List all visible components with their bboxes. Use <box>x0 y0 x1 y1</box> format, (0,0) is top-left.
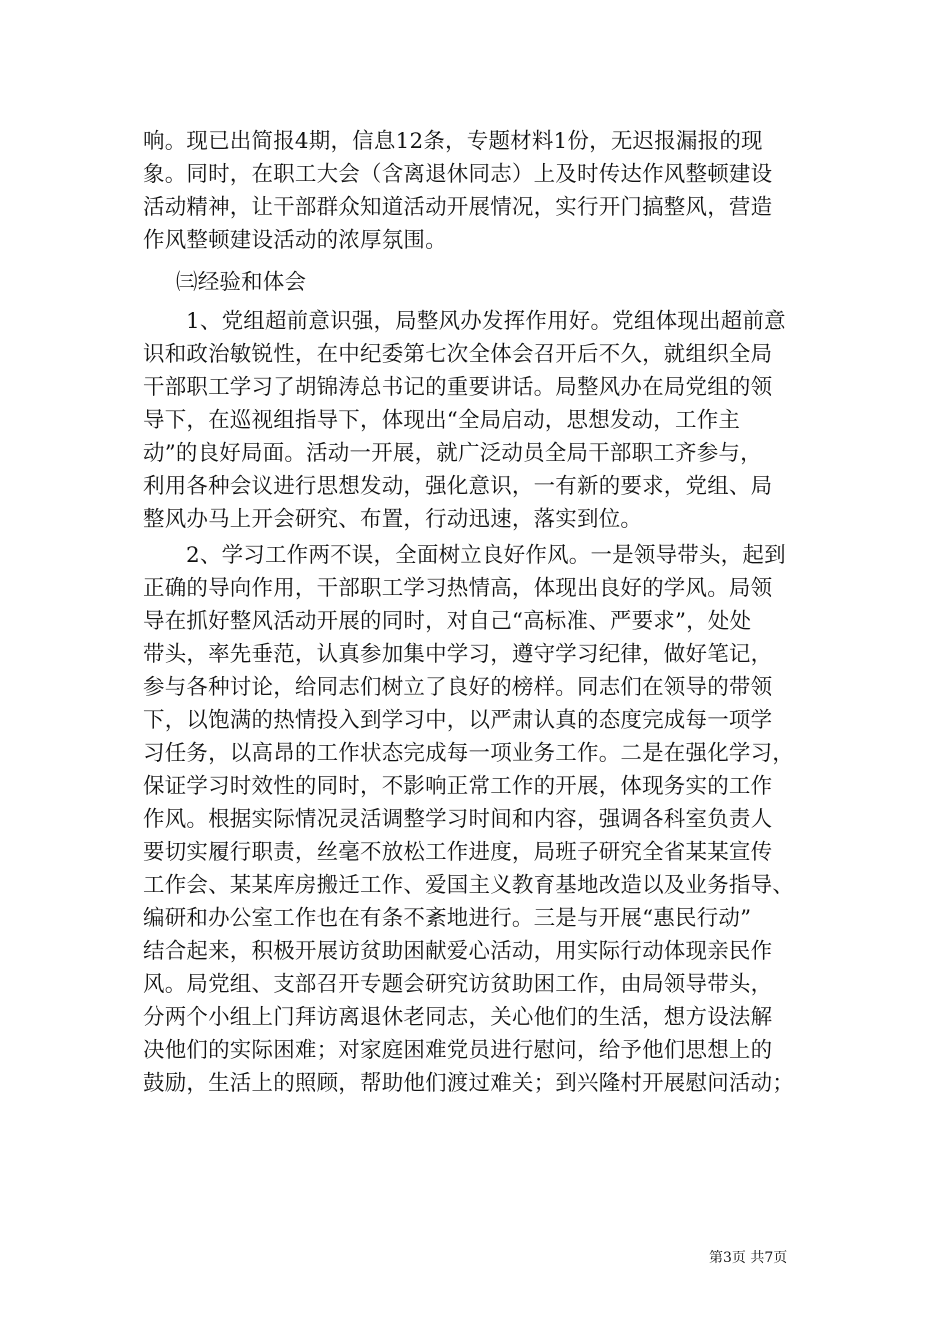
paragraph-line: 决他们的实际困难；对家庭困难党员进行慰问，给予他们思想上的 <box>143 1038 773 1063</box>
paragraph-line: 保证学习时效性的同时，不影响正常工作的开展，体现务实的工作 <box>143 774 773 799</box>
page-number: 第3页 共7页 <box>709 1250 788 1266</box>
paragraph-line: 响。现已出简报4期，信息12条，专题材料1份，无迟报漏报的现 <box>143 129 763 154</box>
paragraph-line: 干部职工学习了胡锦涛总书记的重要讲话。局整风办在局党组的领 <box>143 375 773 400</box>
paragraph-line: 结合起来，积极开展访贫助困献爱心活动，用实际行动体现亲民作 <box>143 939 773 964</box>
paragraph-line: 要切实履行职责，丝毫不放松工作进度，局班子研究全省某某宣传 <box>143 840 773 865</box>
paragraph-line: 象。同时，在职工大会（含离退休同志）上及时传达作风整顿建设 <box>143 162 773 187</box>
paragraph-line: 正确的导向作用，干部职工学习热情高，体现出良好的学风。局领 <box>143 576 773 601</box>
paragraph-line: 动”的良好局面。活动一开展，就广泛动员全局干部职工齐参与， <box>143 441 762 466</box>
paragraph-line: 作风整顿建设活动的浓厚氛围。 <box>143 228 447 253</box>
section-heading: ㈢经验和体会 <box>176 270 307 295</box>
paragraph-line: 导下，在巡视组指导下，体现出“全局启动，思想发动，工作主 <box>143 408 741 433</box>
paragraph-line: 下，以饱满的热情投入到学习中，以严肃认真的态度完成每一项学 <box>143 708 773 733</box>
paragraph-line: 参与各种讨论，给同志们树立了良好的榜样。同志们在领导的带领 <box>143 675 773 700</box>
paragraph-line: 带头，率先垂范，认真参加集中学习，遵守学习纪律，做好笔记， <box>143 642 773 667</box>
paragraph-line: 风。局党组、支部召开专题会研究访贫助困工作，由局领导带头， <box>143 972 773 997</box>
paragraph-line: 导在抓好整风活动开展的同时，对自己“高标准、严要求”，处处 <box>143 609 752 634</box>
paragraph-line: 分两个小组上门拜访离退休老同志，关心他们的生活，想方设法解 <box>143 1005 773 1030</box>
paragraph-line: 习任务，以高昂的工作状态完成每一项业务工作。二是在强化学习， <box>143 741 795 766</box>
paragraph-line: 鼓励，生活上的照顾，帮助他们渡过难关；到兴隆村开展慰问活动； <box>143 1071 795 1096</box>
paragraph-line: 编研和办公室工作也在有条不紊地进行。三是与开展“惠民行动” <box>143 906 752 931</box>
paragraph-line: 识和政治敏锐性，在中纪委第七次全体会召开后不久，就组织全局 <box>143 342 773 367</box>
paragraph-line: 利用各种会议进行思想发动，强化意识，一有新的要求，党组、局 <box>143 474 773 499</box>
paragraph-line: 2、学习工作两不误，全面树立良好作风。一是领导带头，起到 <box>186 543 786 568</box>
paragraph-line: 1、党组超前意识强，局整风办发挥作用好。党组体现出超前意 <box>186 309 786 334</box>
paragraph-line: 活动精神，让干部群众知道活动开展情况，实行开门搞整风，营造 <box>143 195 773 220</box>
paragraph-line: 整风办马上开会研究、布置，行动迅速，落实到位。 <box>143 507 643 532</box>
paragraph-line: 工作会、某某库房搬迁工作、爱国主义教育基地改造以及业务指导、 <box>143 873 795 898</box>
paragraph-line: 作风。根据实际情况灵活调整学习时间和内容，强调各科室负责人 <box>143 807 773 832</box>
